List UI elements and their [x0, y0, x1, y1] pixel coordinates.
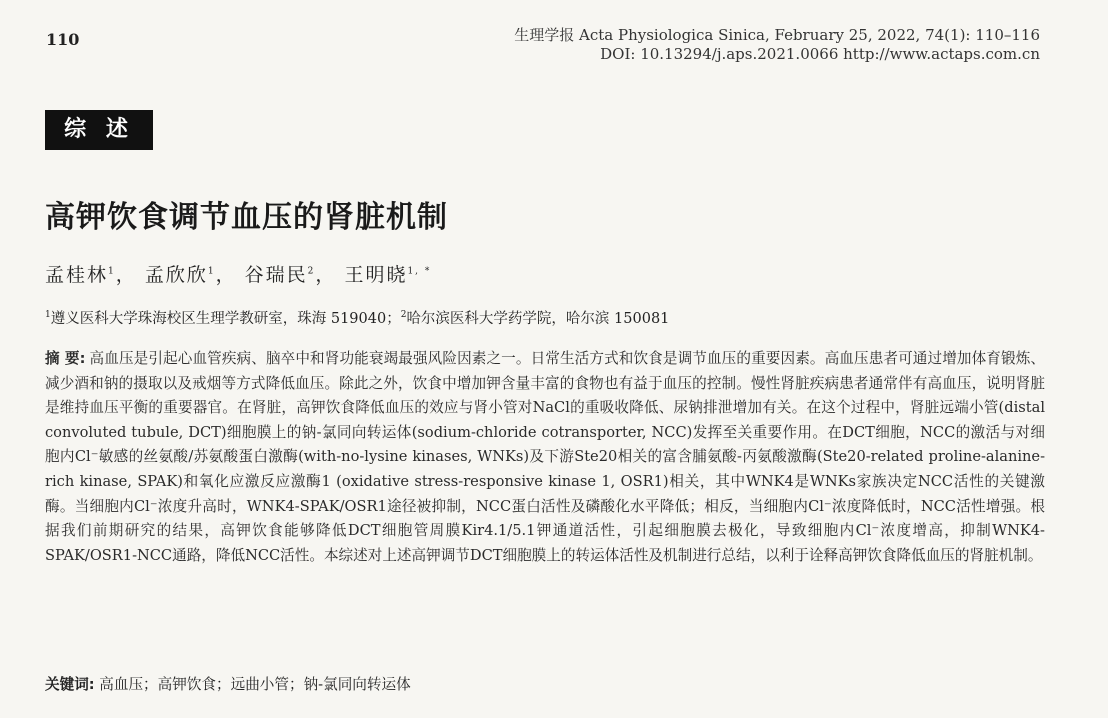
author-affiliation-mark: 1: [108, 266, 116, 277]
keywords: [45, 673, 411, 694]
affiliation-mark: 1: [45, 310, 51, 321]
author-name: 孟欣欣: [144, 264, 208, 286]
keywords-text: 高血压；高钾饮食；远曲小管；钠-氯同向转运体: [94, 676, 411, 693]
article-title: 高钾饮食调节血压的肾脏机制: [45, 200, 448, 235]
section-type-badge: 综 述: [45, 110, 153, 150]
abstract-text: 高血压是引起心血管疾病、脑卒中和肾功能衰竭最强风险因素之一。日常生活方式和饮食是调节血压的重要因素。高血压患者可通过增加体育锻炼、减少酒和钠的摄取以及戒烟等方式降低血压。除此之外，饮食中增加钾含量丰富的食物也有益于血压的控制。慢性肾脏疾病患者通常伴有高血压，说明肾脏是维持血压平衡的重要器官。在肾脏，高钾饮食降低血压的效应与肾小管对NaCl的重吸收降低、尿钠排泄增加有关。在这个过程中，肾脏远端小管(distal convoluted tubule, DCT)细胞膜上的钠-氯同向转运体(sodium-chloride cotransporter, NCC)发挥至关重要作用。在DCT细胞，NCC的激活与对细胞内Cl⁻敏感的丝氨酸/苏氨酸蛋白激酶(with-no-lysine kinases, WNKs)及下游Ste20相关的富含脯氨酸-丙氨酸激酶(Ste20-related proline-alanine-rich kinase, SPAK)和氧化应激反应激酶1 (oxidative stress-responsive kinase 1, OSR1)相关，其中WNK4是WNKs家族决定NCC活性的关键激酶。当细胞内Cl⁻浓度升高时，WNK4-SPAK/OSR1途径被抑制，NCC蛋白活性及磷酸化水平降低；相反，当细胞内Cl⁻浓度降低时，NCC活性增强。根据我们前期研究的结果，高钾饮食能够降低DCT细胞管周膜Kir4.1/5.1钾通道活性，引起细胞膜去极化，导致细胞内Cl⁻浓度增高，抑制WNK4-SPAK/OSR1-NCC通路，降低NCC活性。本综述对上述高钾调节DCT细胞膜上的转运体活性及机制进行总结，以利于诠释高钾饮食降低血压的肾脏机制。: [45, 350, 1045, 564]
keywords-label: 关键词:: [45, 676, 95, 693]
author-affiliation-mark: 2: [307, 266, 316, 277]
abstract-label: 摘 要:: [45, 350, 86, 367]
doi-and-url: DOI: 10.13294/j.aps.2021.0066 http://www.actaps.com.cn: [600, 45, 1040, 63]
affiliations: [45, 307, 669, 328]
author-name: 谷瑞民: [244, 264, 308, 286]
author-separator: ，: [215, 264, 237, 286]
author-separator: ，: [115, 264, 137, 286]
author-separator: ，: [315, 264, 337, 286]
affiliation-mark: 2: [400, 310, 407, 321]
affiliation-text: 哈尔滨医科大学药学院，哈尔滨 150081: [406, 311, 670, 327]
abstract: [45, 347, 1045, 568]
page-number: 110: [46, 30, 80, 49]
author-affiliation-mark: 1, *: [407, 266, 432, 277]
author-name: 孟桂林: [45, 264, 109, 286]
affiliation-text: 遵义医科大学珠海校区生理学教研室，珠海 519040；: [50, 311, 401, 327]
author-name: 王明晓: [344, 264, 408, 286]
journal-citation: 生理学报 Acta Physiologica Sinica, February 25, 2022, 74(1): 110–116: [514, 26, 1040, 44]
author-list: [45, 260, 431, 287]
author-affiliation-mark: 1: [207, 266, 216, 277]
